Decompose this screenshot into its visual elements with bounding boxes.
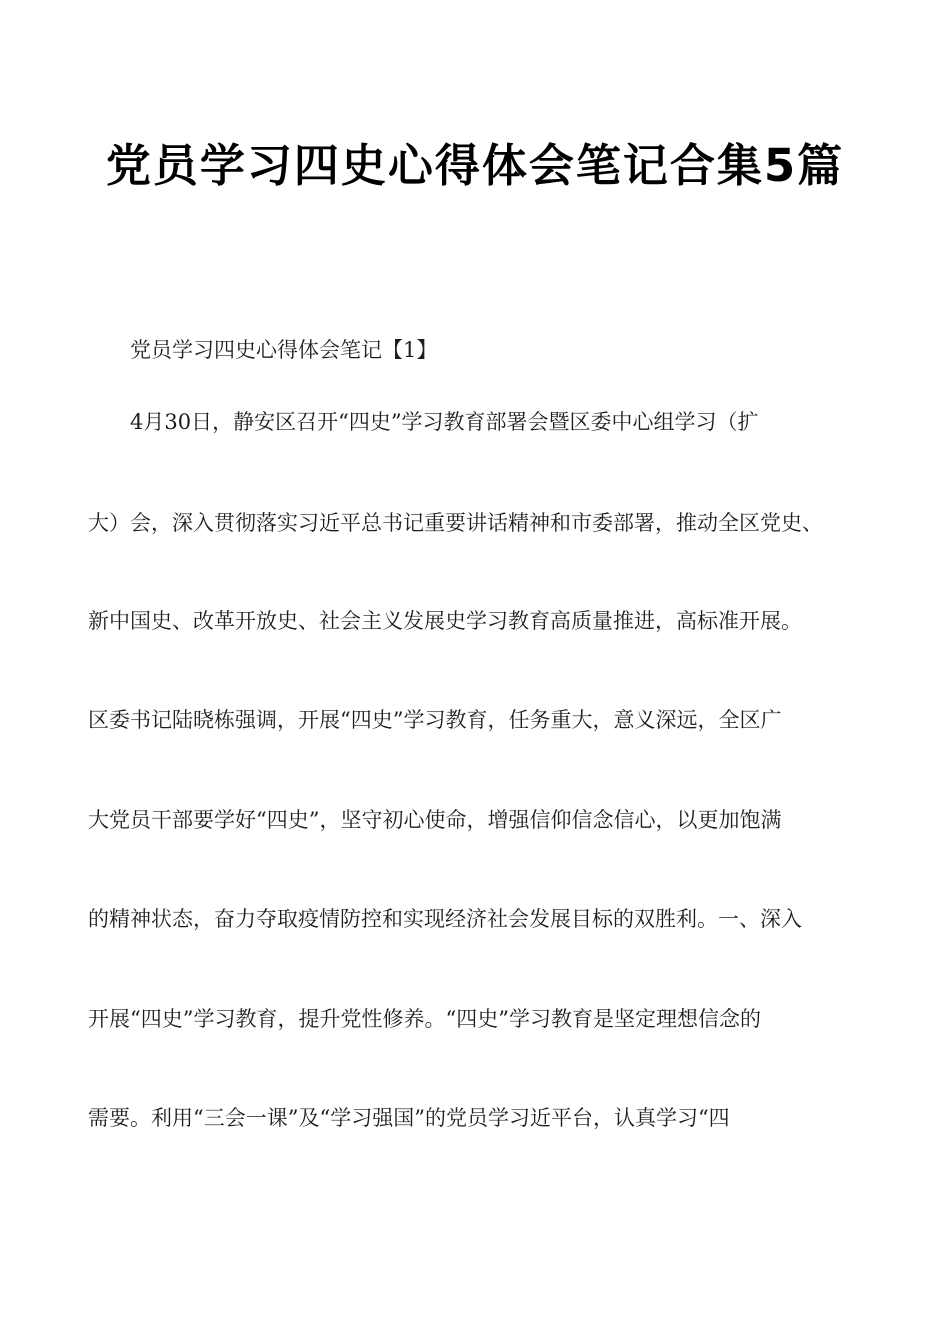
paragraph-line: 开展“四史”学习教育，提升党性修养。“四史”学习教育是坚定理想信念的 — [88, 1007, 761, 1031]
paragraph-line: 大）会，深入贯彻落实习近平总书记重要讲话精神和市委部署，推动全区党史、 — [88, 511, 823, 535]
document-title: 党员学习四史心得体会笔记合集5篇 — [105, 139, 845, 192]
paragraph-line: 区委书记陆晓栋强调，开展“四史”学习教育，任务重大，意义深远，全区广 — [88, 708, 782, 732]
paragraph-line: 新中国史、改革开放史、社会主义发展史学习教育高质量推进，高标准开展。 — [88, 609, 802, 633]
paragraph-line: 大党员干部要学好“四史”，坚守初心使命，增强信仰信念信心，以更加饱满 — [88, 808, 782, 832]
paragraph-line: 的精神状态，奋力夺取疫情防控和实现经济社会发展目标的双胜利。一、深入 — [88, 907, 802, 931]
paragraph-line: 4月30日，静安区召开“四史”学习教育部署会暨区委中心组学习（扩 — [130, 410, 759, 434]
paragraph-line: 需要。利用“三会一课”及“学习强国”的党员学习近平台，认真学习“四 — [88, 1106, 730, 1130]
section-heading: 党员学习四史心得体会笔记【1】 — [130, 338, 438, 362]
